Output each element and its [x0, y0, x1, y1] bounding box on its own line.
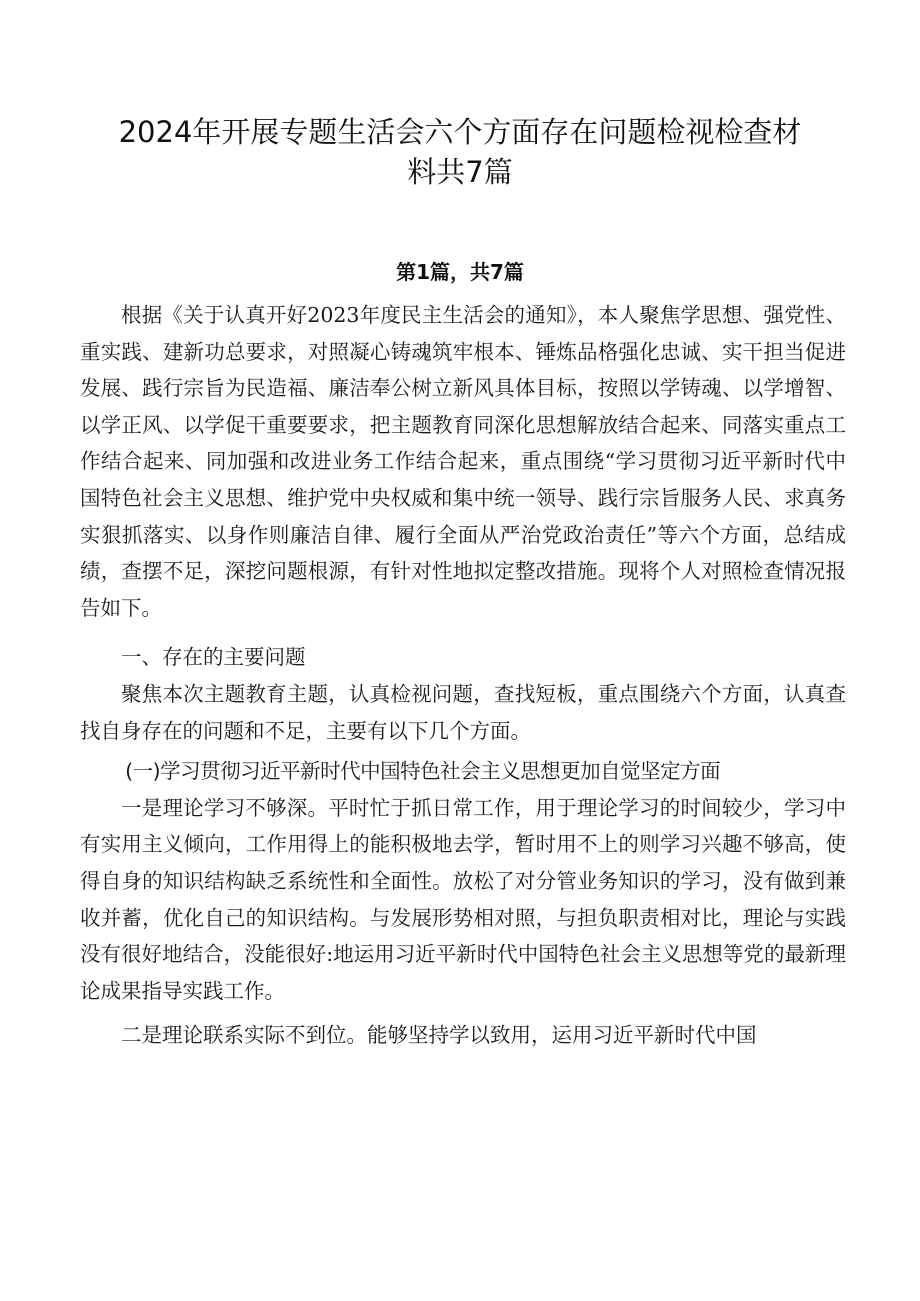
part-label: 第1篇，共7篇 [396, 260, 524, 284]
intro-paragraph: 根据《关于认真开好2023年度民主生活会的通知》，本人聚焦学思想、强党性、重实践、建新功总要求，对照凝心铸魂筑牢根本、锤炼品格强化忠诚、实干担当促进发展、践行宗旨为民造福、廉洁奉公树立新风具体目标，按照以学铸魂、以学增智、以学正风、以学促干重要要求，把主题教育同深化思想解放结合起来、同落实重点工作结合起来、同加强和改进业务工作结合起来，重点围绕“学习贯彻习近平新时代中国特色社会主义思想、维护党中央权威和集中统一领导、践行宗旨服务人民、求真务实狠抓落实、以身作则廉洁自律、履行全面从严治党政治责任”等六个方面，总结成绩，查摆不足，深挖问题根源，有针对性地拟定整改措施。现将个人对照检查情况报告如下。 [80, 303, 846, 620]
document-title-line-2: 料共7篇 [407, 155, 513, 189]
subsection-1-paragraph-1: 一是理论学习不够深。平时忙于抓日常工作，用于理论学习的时间较少，学习中有实用主义倾向，工作用得上的能积极地去学，暂时用不上的则学习兴趣不够高，使得自身的知识结构缺乏系统性和全面性。放松了对分管业务知识的学习，没有做到兼收并蓄，优化自己的知识结构。与发展形势相对照，与担负职责相对比，理论与实践没有很好地结合，没能很好:地运用习近平新时代中国特色社会主义思想等党的最新理论成果指导实践工作。 [80, 795, 846, 1003]
subsection-1-paragraph-2: 二是理论联系实际不到位。能够坚持学以致用，运用习近平新时代中国 [121, 1023, 757, 1048]
section-heading-1: 一、存在的主要问题 [121, 645, 306, 670]
document-body [80, 297, 846, 1054]
section-1-intro: 聚焦本次主题教育主题，认真检视问题，查找短板，重点围绕六个方面，认真查找自身存在的问题和不足，主要有以下几个方面。 [80, 681, 846, 743]
document-title-line-1: 2024年开展专题生活会六个方面存在问题检视检查材 [118, 115, 802, 149]
subsection-heading-1: (一)学习贯彻习近平新时代中国特色社会主义思想更加自觉坚定方面 [125, 759, 721, 784]
